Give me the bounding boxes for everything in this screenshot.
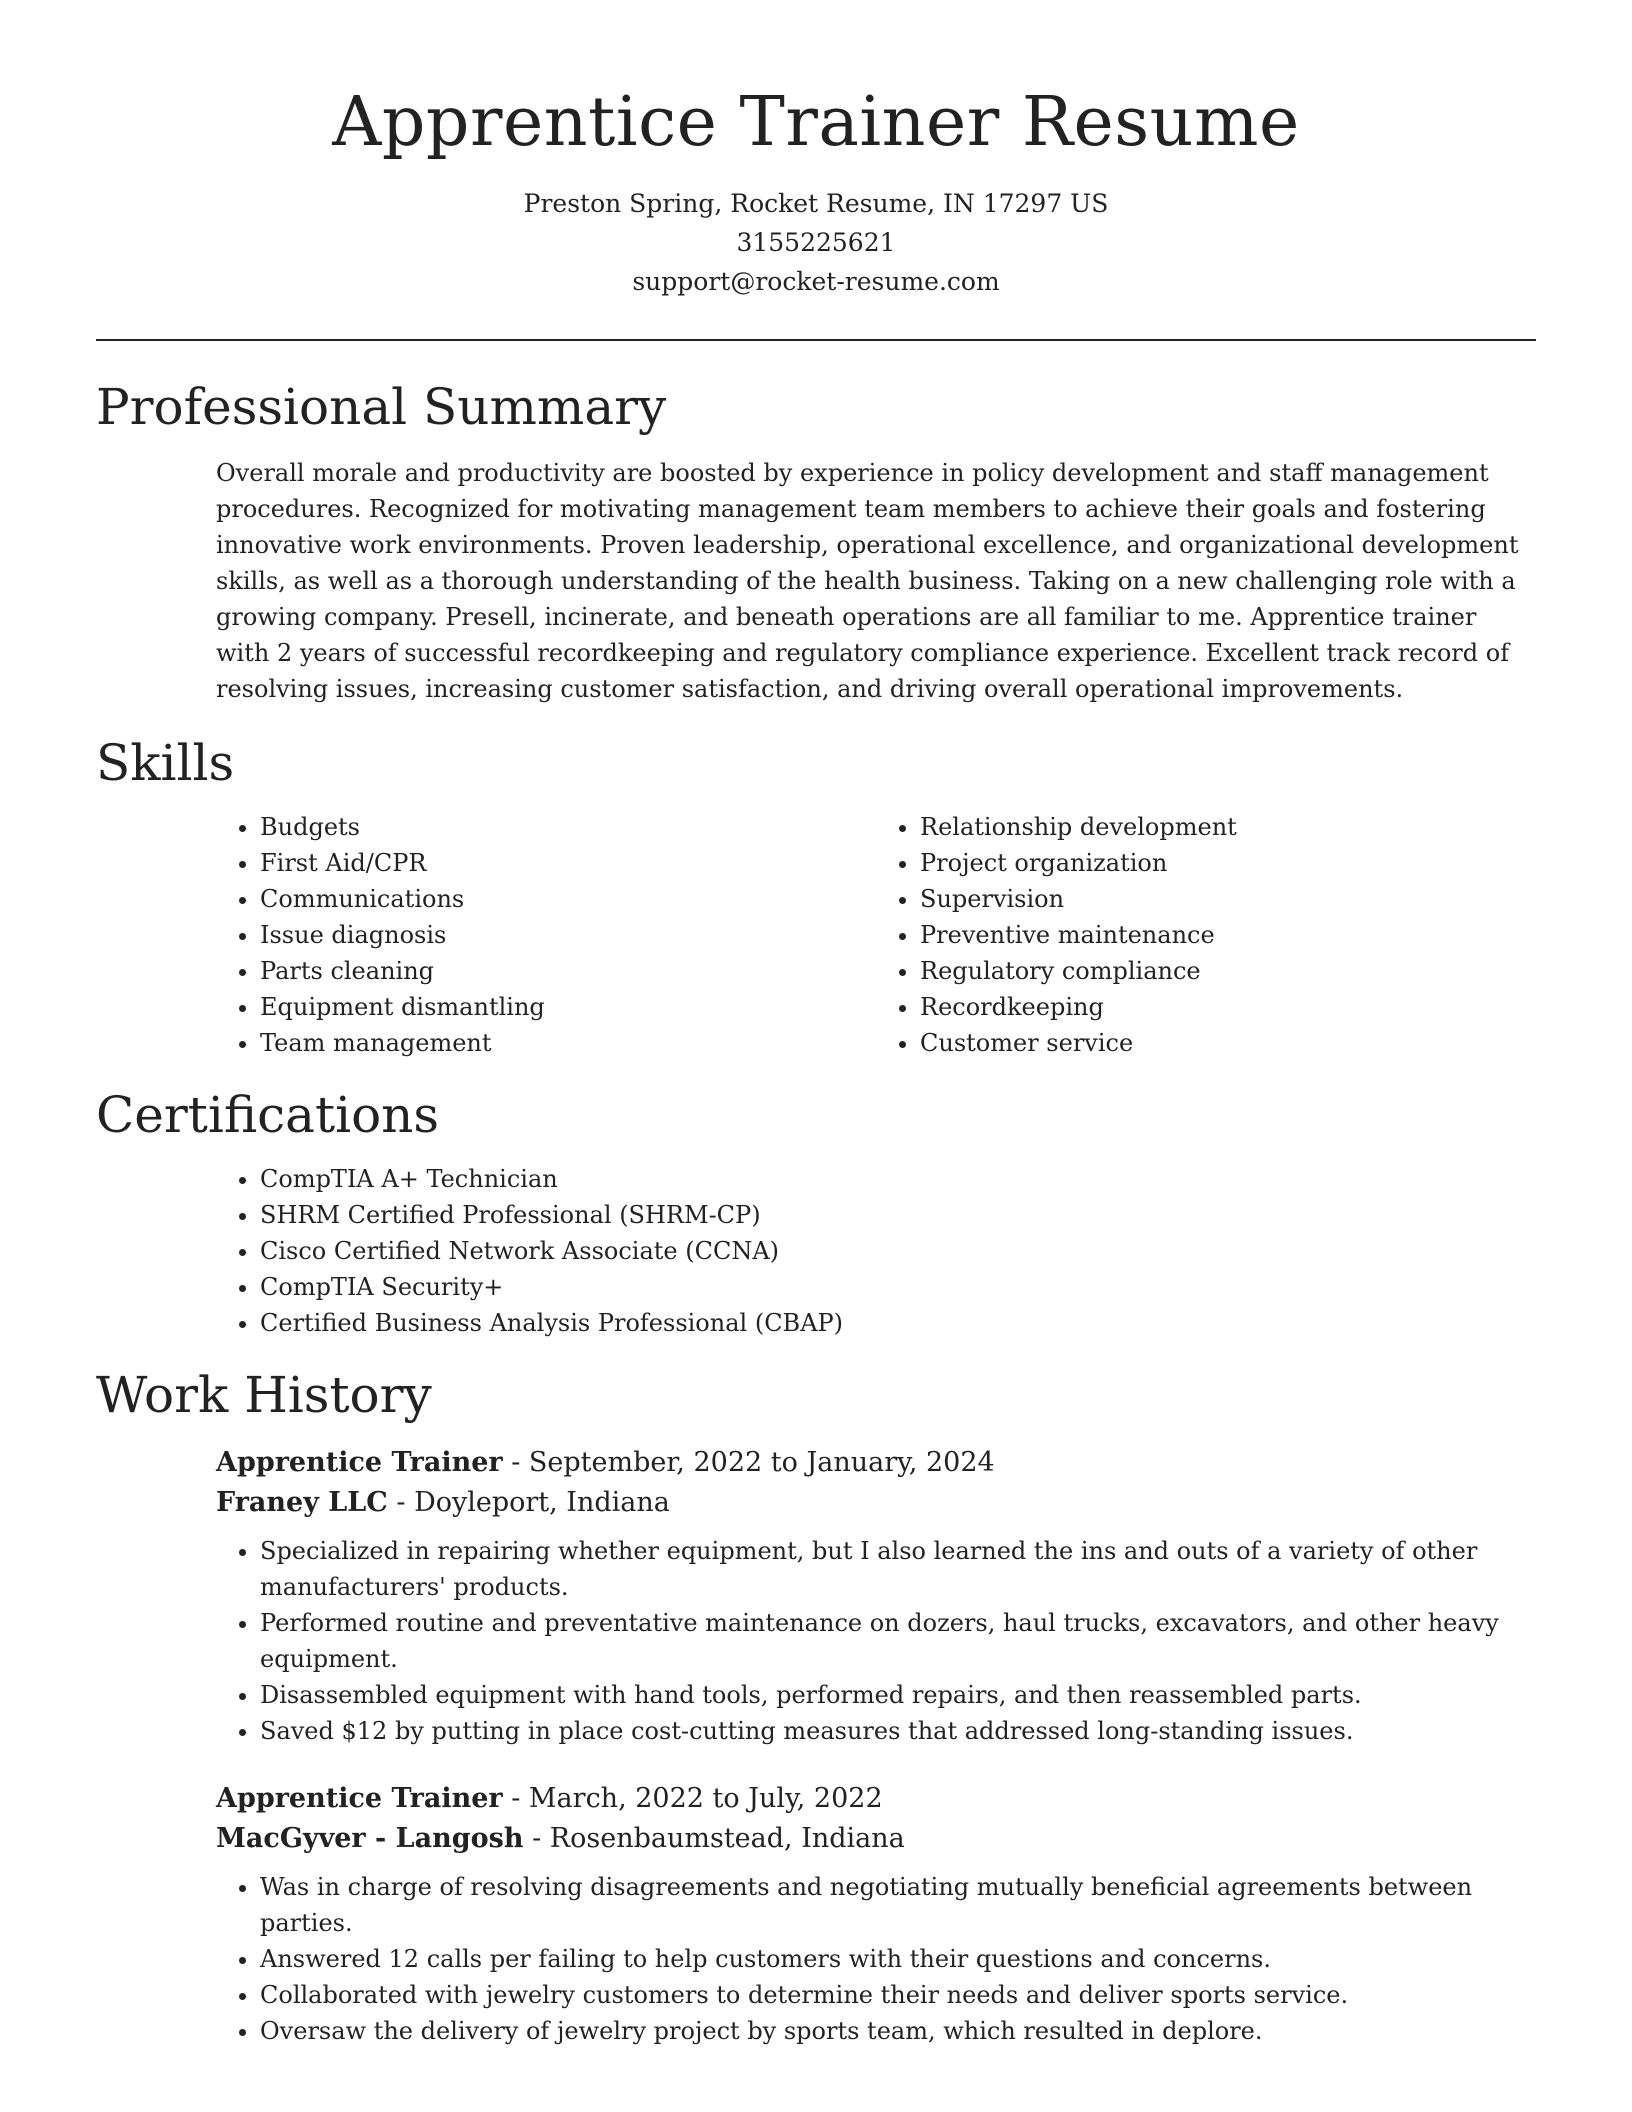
job-bullet: • Oversaw the delivery of jewelry project by sports team, which resulted in deplore.	[260, 2013, 1536, 2049]
skills-list	[216, 809, 1536, 1061]
job-location: - Rosenbaumstead, Indiana	[523, 1822, 905, 1854]
resume-title: Apprentice Trainer Resume	[332, 83, 1300, 162]
skills-heading: Skills	[96, 733, 235, 792]
job-title: Apprentice Trainer	[216, 1782, 503, 1814]
skill-item: • Parts cleaning	[260, 953, 876, 989]
certifications-heading: Certifications	[96, 1085, 440, 1144]
job-bullet: • Was in charge of resolving disagreements and negotiating mutually beneficial agreements between parties.	[260, 1869, 1536, 1941]
skill-item: • First Aid/CPR	[260, 845, 876, 881]
job-bullet: • Saved $12 by putting in place cost-cutting measures that addressed long-standing issues.	[260, 1713, 1536, 1749]
skills-column-right	[876, 809, 1536, 1061]
resume-header	[0, 0, 1632, 301]
job-company-line	[216, 1819, 1536, 1859]
certification-item: • CompTIA A+ Technician	[260, 1161, 1536, 1197]
certification-item: • Cisco Certified Network Associate (CCNA)	[260, 1233, 1536, 1269]
skill-item: • Recordkeeping	[920, 989, 1536, 1025]
job-company: Franey LLC	[216, 1486, 388, 1518]
skill-item: • Supervision	[920, 881, 1536, 917]
job-title-line	[216, 1443, 1536, 1483]
skill-item: • Relationship development	[920, 809, 1536, 845]
skill-item: • Issue diagnosis	[260, 917, 876, 953]
contact-address: Preston Spring, Rocket Resume, IN 17297 US	[523, 188, 1109, 218]
contact-email: support@rocket-resume.com	[632, 266, 1000, 296]
skill-item: • Preventive maintenance	[920, 917, 1536, 953]
certification-item: • Certified Business Analysis Professional (CBAP)	[260, 1305, 1536, 1341]
job-dates: - March, 2022 to July, 2022	[502, 1782, 883, 1814]
certification-item: • SHRM Certified Professional (SHRM-CP)	[260, 1197, 1536, 1233]
job-bullets	[216, 1533, 1536, 1749]
skill-item: • Project organization	[920, 845, 1536, 881]
job-company: MacGyver - Langosh	[216, 1822, 524, 1854]
job-bullet: • Collaborated with jewelry customers to determine their needs and deliver sports service.	[260, 1977, 1536, 2013]
job-bullets	[216, 1869, 1536, 2049]
certifications-list	[216, 1161, 1536, 1341]
job-title-line	[216, 1779, 1536, 1819]
summary-heading: Professional Summary	[96, 377, 667, 436]
job-bullet: • Specialized in repairing whether equipment, but I also learned the ins and outs of a variety of other manufacturers' products.	[260, 1533, 1536, 1605]
job-bullet: • Answered 12 calls per failing to help customers with their questions and concerns.	[260, 1941, 1536, 1977]
skill-item: • Budgets	[260, 809, 876, 845]
skill-item: • Regulatory compliance	[920, 953, 1536, 989]
header-divider	[96, 339, 1536, 341]
skill-item: • Equipment dismantling	[260, 989, 876, 1025]
job-bullet: • Disassembled equipment with hand tools, performed repairs, and then reassembled parts.	[260, 1677, 1536, 1713]
skill-item: • Customer service	[920, 1025, 1536, 1061]
job-entry	[216, 1779, 1536, 1859]
job-title: Apprentice Trainer	[216, 1446, 503, 1478]
job-location: - Doyleport, Indiana	[387, 1486, 670, 1518]
skill-item: • Communications	[260, 881, 876, 917]
job-entry	[216, 1443, 1536, 1523]
certification-item: • CompTIA Security+	[260, 1269, 1536, 1305]
skills-column-left	[216, 809, 876, 1061]
skill-item: • Team management	[260, 1025, 876, 1061]
job-dates: - September, 2022 to January, 2024	[502, 1446, 995, 1478]
summary-text: Overall morale and productivity are boosted by experience in policy development and staff management procedures. Recognized for motivating management team members to achieve their goals and fostering innovative work environments. Proven leadership, operational excellence, and organizational development skills, as well as a thorough understanding of the health business. Taking on a new challenging role with a growing company. Presell, incinerate, and beneath operations are all familiar to me. Apprentice trainer with 2 years of successful recordkeeping and regulatory compliance experience. Excellent track record of resolving issues, increasing customer satisfaction, and driving overall operational improvements.	[216, 458, 1519, 703]
contact-phone: 3155225621	[736, 227, 896, 257]
job-company-line	[216, 1483, 1536, 1523]
work-history-heading: Work History	[96, 1365, 432, 1424]
job-bullet: • Performed routine and preventative maintenance on dozers, haul trucks, excavators, and other heavy equipment.	[260, 1605, 1536, 1677]
